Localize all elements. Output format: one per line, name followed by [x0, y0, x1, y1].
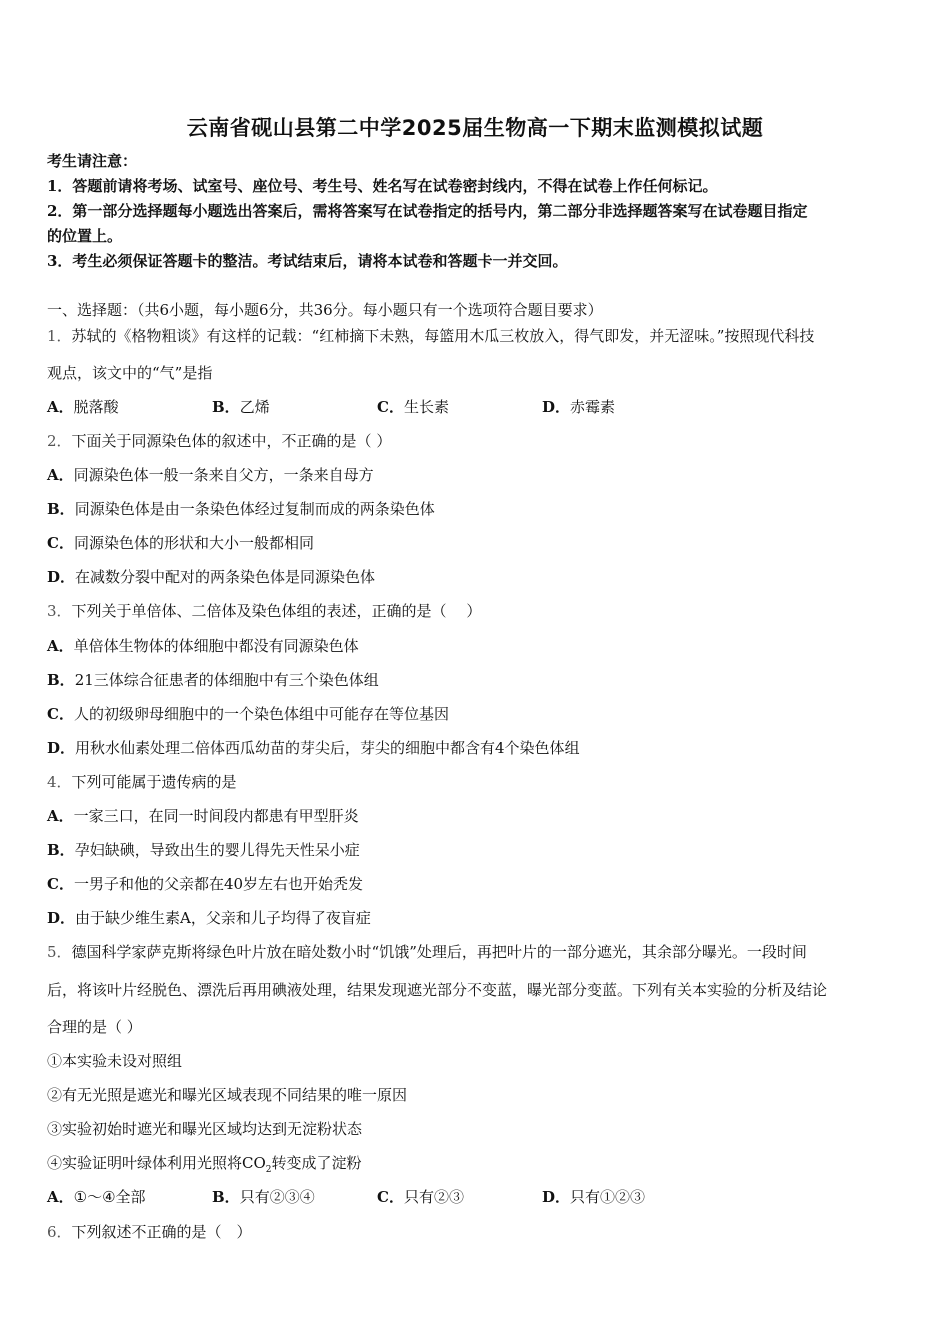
option-c: C．人的初级卵母细胞中的一个染色体组中可能存在等位基因	[47, 705, 449, 723]
question-number: 5．	[47, 943, 72, 961]
option-c: C．一男子和他的父亲都在40岁左右也开始秃发	[47, 875, 364, 893]
question-number: 4．	[47, 773, 72, 791]
question-text: 苏轼的《格物粗谈》有这样的记载：“红柿摘下未熟，每篮用木瓜三枚放入，得气即发，并无涩味。”按照现代科技	[71, 327, 815, 345]
option-a: A．①～④全部	[47, 1188, 146, 1206]
question-1-stem-cont: 观点，该文中的“气”是指	[47, 364, 213, 382]
question-text: 德国科学家萨克斯将绿色叶片放在暗处数小时“饥饿”处理后，再把叶片的一部分遮光，其余部分曝光。一段时间	[71, 943, 807, 961]
option-c: C．生长素	[377, 398, 449, 416]
option-d: D．在减数分裂中配对的两条染色体是同源染色体	[47, 568, 376, 586]
option-b: B．只有②③④	[212, 1188, 315, 1206]
option-c: C．只有②③	[377, 1188, 464, 1206]
statement-2: ②有无光照是遮光和曝光区域表现不同结果的唯一原因	[47, 1086, 408, 1104]
option-a: A．脱落酸	[47, 398, 119, 416]
option-b: B．同源染色体是由一条染色体经过复制而成的两条染色体	[47, 500, 435, 518]
question-text: 下列叙述不正确的是（ ）	[71, 1223, 252, 1241]
question-5-stem-cont: 后，将该叶片经脱色、漂洗后再用碘液处理，结果发现遮光部分不变蓝，曝光部分变蓝。下列有关本实验的分析及结论	[47, 981, 828, 999]
question-2-stem	[47, 431, 391, 451]
question-text: 下列可能属于遗传病的是	[71, 773, 237, 791]
option-b: B．乙烯	[212, 398, 270, 416]
option-a: A．一家三口，在同一时间段内都患有甲型肝炎	[47, 807, 359, 825]
option-d: D．赤霉素	[542, 398, 616, 416]
option-b: B．21三体综合征患者的体细胞中有三个染色体组	[47, 671, 379, 689]
option-d: D．用秋水仙素处理二倍体西瓜幼苗的芽尖后，芽尖的细胞中都含有4个染色体组	[47, 739, 580, 757]
question-text: 下列关于单倍体、二倍体及染色体组的表述，正确的是（ ）	[71, 602, 482, 620]
question-text: 下面关于同源染色体的叙述中，不正确的是（ ）	[71, 432, 392, 450]
question-4-stem	[47, 772, 237, 792]
question-number: 3．	[47, 602, 72, 620]
option-d: D．由于缺少维生素A，父亲和儿子均得了夜盲症	[47, 909, 371, 927]
notice-item: 的位置上。	[47, 227, 123, 245]
statement-4: ④实验证明叶绿体利用光照将$CO_2$转变成了淀粉	[47, 1154, 362, 1175]
option-a: A．单倍体生物体的体细胞中都没有同源染色体	[47, 637, 359, 655]
option-c: C．同源染色体的形状和大小一般都相同	[47, 534, 314, 552]
question-5-stem-cont: 合理的是（ ）	[47, 1018, 142, 1036]
notice-heading: 考生请注意：	[47, 152, 138, 170]
notice-item: 2．第一部分选择题每小题选出答案后，需将答案写在试卷指定的括号内，第二部分非选择题答案写在试卷题目指定	[47, 202, 808, 220]
statement-3: ③实验初始时遮光和曝光区域均达到无淀粉状态	[47, 1120, 363, 1138]
question-5-stem	[47, 942, 807, 962]
question-1-stem	[47, 326, 814, 346]
notice-item: 3．考生必须保证答题卡的整洁。考试结束后，请将本试卷和答题卡一并交回。	[47, 252, 568, 270]
question-number: 6．	[47, 1223, 72, 1241]
question-number: 2．	[47, 432, 72, 450]
question-6-stem	[47, 1222, 252, 1242]
option-d: D．只有①②③	[542, 1188, 646, 1206]
page-title: 云南省砚山县第二中学2025届生物高一下期末监测模拟试题	[186, 116, 764, 140]
section-heading: 一、选择题：（共6小题，每小题6分，共36分。每小题只有一个选项符合题目要求）	[47, 301, 603, 319]
option-a: A．同源染色体一般一条来自父方，一条来自母方	[47, 466, 374, 484]
option-b: B．孕妇缺碘，导致出生的婴儿得先天性呆小症	[47, 841, 360, 859]
notice-item: 1．答题前请将考场、试室号、座位号、考生号、姓名写在试卷密封线内，不得在试卷上作任何标记。	[47, 177, 718, 195]
question-number: 1．	[47, 327, 72, 345]
statement-1: ①本实验未设对照组	[47, 1052, 183, 1070]
question-3-stem	[47, 601, 481, 621]
